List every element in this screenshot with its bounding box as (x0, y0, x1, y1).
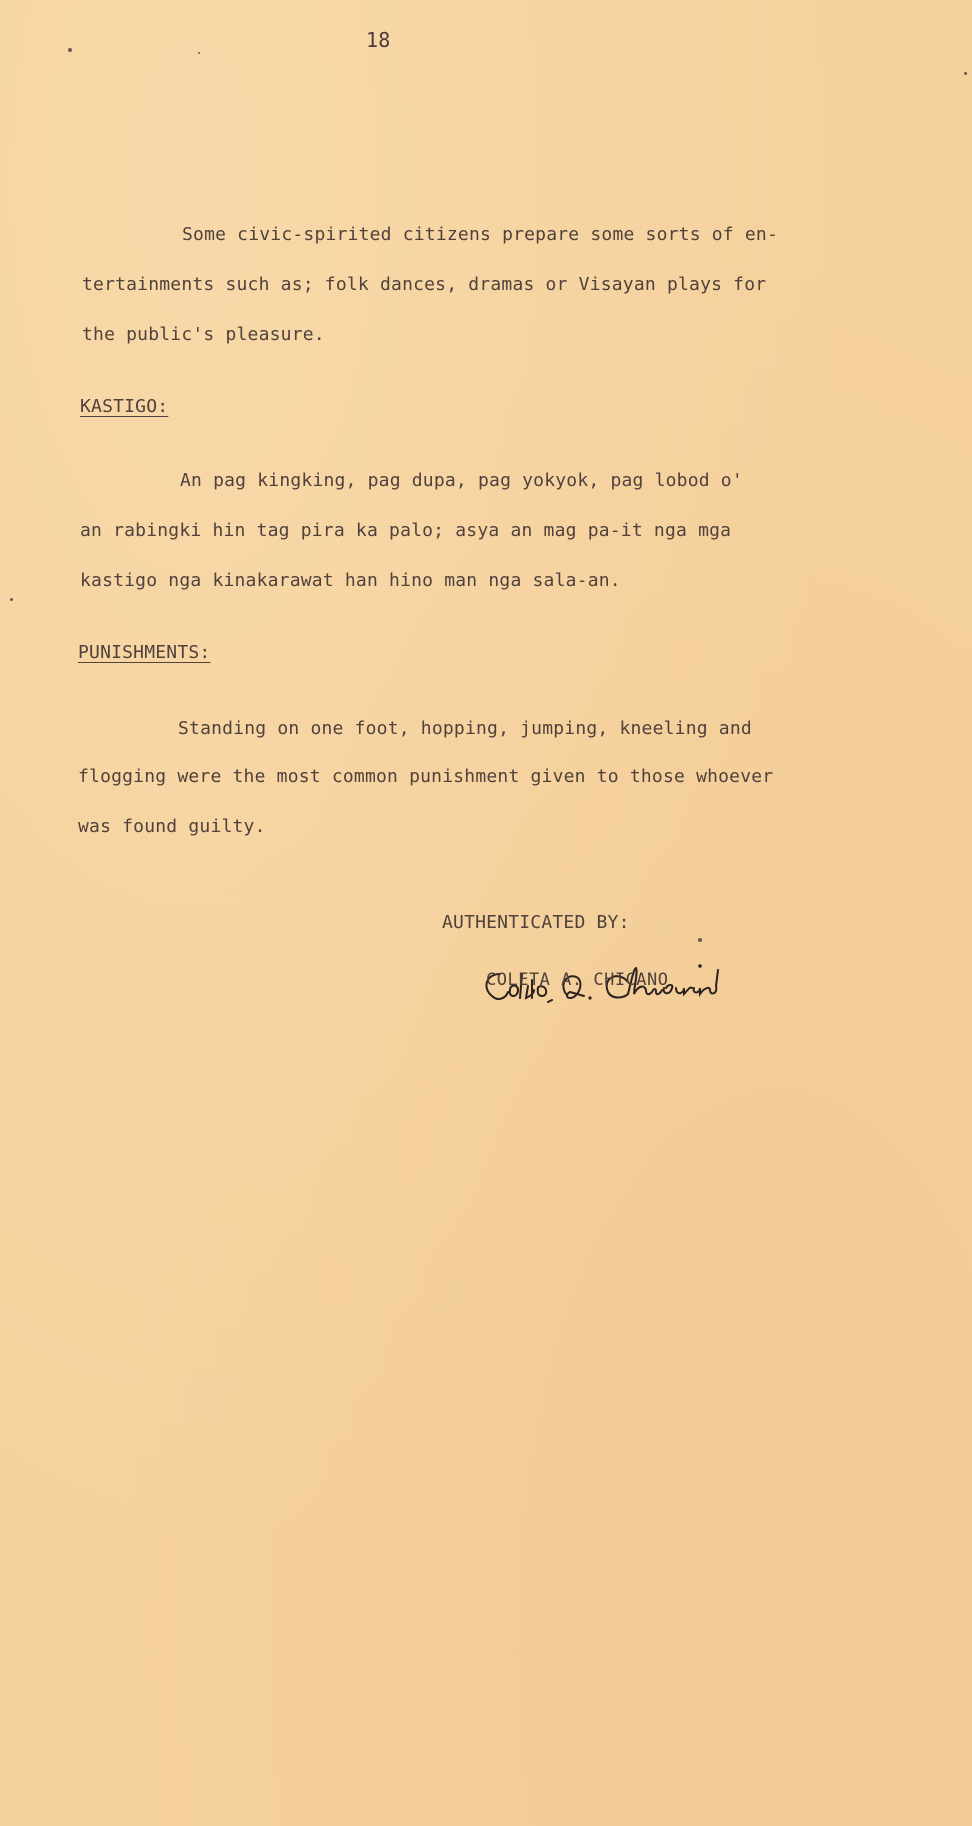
paper-speck (698, 938, 702, 942)
paragraph-1-line-2: tertainments such as; folk dances, dramas or Visayan plays for (82, 274, 767, 295)
paper-speck (198, 52, 200, 54)
paragraph-1-line-3: the public's pleasure. (82, 324, 325, 345)
paragraph-3-line-2: flogging were the most common punishment given to those whoever (78, 766, 774, 787)
paper-speck (964, 72, 967, 75)
heading-kastigo: KASTIGO: (80, 396, 169, 417)
page-number: 18 (366, 28, 391, 52)
paragraph-2-line-1: An pag kingking, pag dupa, pag yokyok, pag lobod o' (180, 470, 743, 491)
typed-name: COLETA A. CHICANO (486, 970, 669, 990)
paper-speck (68, 48, 72, 52)
paragraph-2-line-3: kastigo nga kinakarawat han hino man nga sala-an. (80, 570, 621, 591)
paragraph-1-line-1: Some civic-spirited citizens prepare some sorts of en- (182, 224, 778, 245)
paper-speck (10, 598, 13, 601)
handwritten-signature (478, 960, 758, 1020)
heading-punishments: PUNISHMENTS: (78, 642, 211, 663)
paragraph-3-line-3: was found guilty. (78, 816, 266, 837)
paragraph-3-line-1: Standing on one foot, hopping, jumping, kneeling and (178, 718, 752, 739)
paragraph-2-line-2: an rabingki hin tag pira ka palo; asya an mag pa-it nga mga (80, 520, 732, 541)
authenticated-by-label: AUTHENTICATED BY: (442, 912, 630, 933)
